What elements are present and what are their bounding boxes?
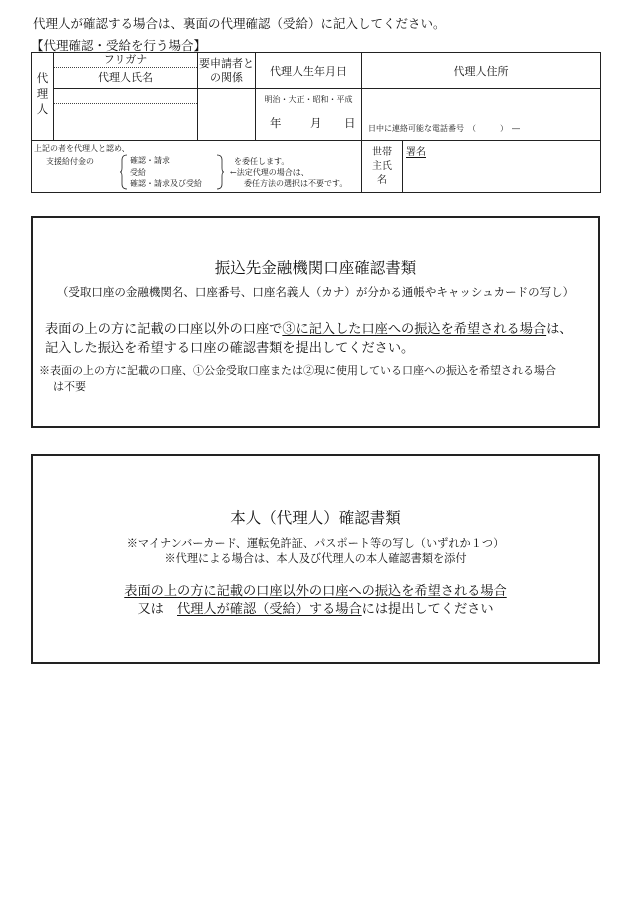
agent-name-label: 代理人氏名 [98, 71, 153, 84]
option-confirm-claim-receive[interactable]: 確認・請求及び受給 [130, 179, 202, 188]
bank-box-note-line2: は不要 [53, 380, 86, 393]
legal-note-2: 委任方法の選択は不要です。 [244, 179, 348, 188]
bank-box-body-line2: 記入した振込を希望する口座の確認書類を提出してください。 [45, 341, 415, 356]
bank-body-post: は、 [546, 322, 573, 337]
bank-body-pre: 表面の上の方に記載の口座以外の口座で [45, 322, 283, 337]
intro-line: 代理人が確認する場合は、裏面の代理確認（受給）に記入してください。 [33, 16, 446, 31]
id-box-title: 本人（代理人）確認書類 [230, 509, 401, 527]
agent-name-input[interactable] [54, 104, 197, 140]
id-line2-post: には提出してください [361, 602, 494, 617]
birthdate-input[interactable] [256, 89, 362, 141]
relation-header: 要申請者との関係 [198, 53, 256, 89]
identity-document-box [31, 454, 600, 664]
birthdate-header: 代理人生年月日 [256, 53, 362, 89]
id-box-line1 [33, 580, 598, 599]
benefit-label: 支援給付金の [46, 157, 94, 166]
month-label: 月 [310, 116, 322, 130]
bank-box-body-line1 [45, 318, 573, 337]
legal-note-1: ←法定代理の場合は、 [230, 168, 309, 177]
id-line2-underline: 代理人が確認（受給）する場合 [177, 602, 362, 617]
signature-label: 署名 [406, 147, 426, 158]
address-input[interactable] [362, 89, 601, 141]
bank-box-subtitle: （受取口座の金融機関名、口座番号、口座名義人（カナ）が分かる通帳やキャッシュカードの写し） [56, 285, 575, 299]
right-brace-icon [216, 154, 224, 190]
furigana-label: フリガナ [54, 53, 197, 68]
id-line1-underline: 表面の上の方に記載の口座以外の口座への振込を希望される場合 [124, 584, 507, 599]
bank-document-box [31, 216, 600, 428]
agent-side-label: 代理人 [35, 71, 50, 119]
id-box-line2 [33, 598, 598, 617]
household-head-label: 世帯主氏名 [362, 141, 403, 193]
agent-side-label-cell [32, 53, 54, 141]
agent-table [31, 52, 601, 193]
id-line2-pre: 又は [137, 602, 178, 617]
signature-field[interactable] [403, 141, 601, 193]
relation-input[interactable] [198, 89, 256, 141]
section-heading: 【代理確認・受給を行う場合】 [31, 38, 207, 53]
bank-body-underline: ③に記入した口座への振込を希望される場合 [282, 322, 547, 337]
furigana-input[interactable] [54, 89, 197, 104]
id-box-note1: ※マイナンバーカード、運転免許証、パスポート等の写し（いずれか１つ） [126, 537, 505, 550]
left-brace-icon [120, 154, 128, 190]
id-box-note2: ※代理による場合は、本人及び代理人の本人確認書類を添付 [164, 552, 467, 565]
delegation-intro: 上記の者を代理人と認め、 [34, 144, 130, 153]
address-header: 代理人住所 [362, 53, 601, 89]
option-receive[interactable]: 受給 [130, 167, 146, 177]
day-label: 日 [344, 116, 356, 130]
daytime-phone-label: 日中に連絡可能な電話番号 （ ） ― [368, 124, 520, 133]
era-options: 明治・大正・昭和・平成 [264, 95, 353, 104]
option-confirm-claim[interactable]: 確認・請求 [130, 156, 170, 165]
delegate-text: を委任します。 [234, 157, 290, 166]
delegation-cell [32, 141, 362, 193]
bank-box-title: 振込先金融機関口座確認書類 [214, 259, 417, 277]
bank-box-note-line1: ※表面の上の方に記載の口座、①公金受取口座または②現に使用している口座への振込を希望される場合 [39, 364, 556, 377]
year-label: 年 [270, 116, 282, 130]
